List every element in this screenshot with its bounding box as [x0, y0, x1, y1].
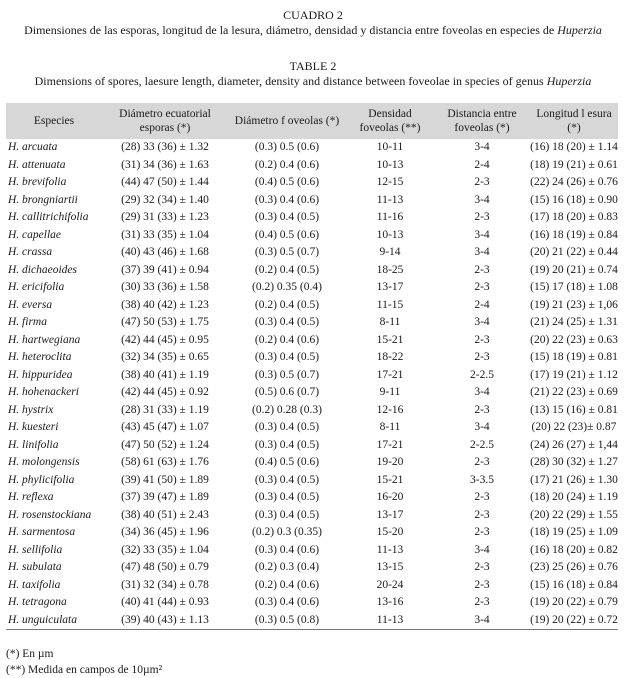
laesure-length-cell: (23) 25 (26) ± 0.76: [530, 561, 618, 574]
foveola-distance-cell: 2-3: [474, 333, 490, 346]
spore-diameter-cell: (39) 41 (50) ± 1.89: [121, 473, 209, 486]
table-row: [6, 594, 618, 612]
foveola-diameter-cell: (0.5) 0.6 (0.7): [254, 386, 320, 399]
spore-diameter-cell: (32) 33 (35) ± 1.04: [121, 543, 209, 556]
table-row: [6, 454, 618, 472]
foveola-distance-cell: 3-4: [474, 543, 490, 556]
laesure-length-cell: (19) 20 (22) ± 0.79: [530, 596, 618, 609]
species-name-cell: H. eversa: [8, 298, 53, 311]
table-row: [6, 419, 618, 437]
foveola-diameter-cell: (0.2) 0.3 (0.35): [252, 526, 322, 539]
laesure-length-cell: (17) 19 (21) ± 1.12: [530, 368, 618, 381]
foveola-density-cell: 18-22: [376, 351, 404, 364]
note-units: (*) En µm: [6, 648, 54, 660]
caption-english: [0, 59, 626, 89]
species-name-cell: H. heteroclita: [8, 351, 72, 364]
foveola-density-cell: 13-17: [376, 281, 404, 294]
caption-english-text: Dimensions of spores, laesure length, diameter, density and distance between foveolae in species of genus Huperzia: [34, 74, 592, 88]
foveola-density-cell: 15-20: [376, 526, 404, 539]
species-name-cell: H. sellifolia: [8, 543, 63, 556]
foveola-distance-cell: 2-3: [474, 578, 490, 591]
laesure-length-cell: (21) 24 (25) ± 1.31: [530, 316, 618, 329]
species-name-cell: H. firma: [8, 316, 47, 329]
spore-diameter-cell: (34) 36 (45) ± 1.96: [121, 526, 209, 539]
spore-dimensions-table: [6, 103, 618, 630]
table-body: [6, 139, 618, 630]
foveola-distance-cell: 2-3: [474, 176, 490, 189]
foveola-density-cell: 12-15: [376, 176, 404, 189]
species-name-cell: H. reflexa: [8, 491, 54, 504]
table-row: [6, 349, 618, 367]
header-foveola-diameter: Diámetro f oveolas (*): [234, 115, 340, 127]
laesure-length-cell: (15) 18 (19) ± 0.81: [530, 351, 618, 364]
spore-diameter-cell: (40) 41 (44) ± 0.93: [121, 596, 209, 609]
species-name-cell: H. hippuridea: [8, 368, 73, 381]
spore-diameter-cell: (42) 44 (45) ± 0.95: [121, 333, 209, 346]
spore-diameter-cell: (42) 44 (45) ± 0.92: [121, 386, 209, 399]
species-name-cell: H. callitrichifolia: [8, 211, 89, 224]
spore-diameter-cell: (29) 32 (34) ± 1.40: [121, 193, 209, 206]
laesure-length-cell: (16) 18 (20) ± 1.14: [530, 141, 618, 154]
foveola-diameter-cell: (0.2) 0.3 (0.4): [254, 561, 320, 574]
foveola-diameter-cell: (0.3) 0.4 (0.5): [254, 491, 320, 504]
foveola-distance-cell: 3-4: [474, 386, 490, 399]
spore-diameter-cell: (58) 61 (63) ± 1.76: [121, 456, 209, 469]
foveola-diameter-cell: (0.2) 0.4 (0.6): [254, 578, 320, 591]
table-row: [6, 507, 618, 525]
laesure-length-cell: (15) 16 (18) ± 0.84: [530, 578, 618, 591]
foveola-distance-cell: 3-3.5: [470, 473, 494, 486]
laesure-length-cell: (16) 18 (19) ± 0.84: [530, 228, 618, 241]
spore-diameter-cell: (32) 34 (35) ± 0.65: [121, 351, 209, 364]
foveola-distance-cell: 2-4: [474, 298, 490, 311]
foveola-density-cell: 13-15: [376, 561, 404, 574]
foveola-density-cell: 10-11: [376, 141, 404, 154]
caption-spanish-text: Dimensiones de las esporas, longitud de la lesura, diámetro, densidad y distancia entre foveolas en especies de Huperzia: [24, 23, 602, 37]
foveola-diameter-cell: (0.3) 0.4 (0.5): [254, 508, 320, 521]
spore-diameter-cell: (47) 48 (50) ± 0.79: [121, 561, 209, 574]
species-name-cell: H. taxifolia: [8, 578, 61, 591]
caption-spanish: [0, 8, 626, 38]
table-row: [6, 577, 618, 595]
table-row: [6, 612, 618, 630]
table-row: [6, 314, 618, 332]
foveola-distance-cell: 2-3: [474, 508, 490, 521]
foveola-distance-cell: 2-3: [474, 281, 490, 294]
species-name-cell: H. hohenackeri: [8, 386, 79, 399]
foveola-density-cell: 15-21: [376, 473, 404, 486]
foveola-distance-cell: 2-3: [474, 526, 490, 539]
foveola-density-cell: 15-21: [376, 333, 404, 346]
foveola-diameter-cell: (0.3) 0.4 (0.5): [254, 473, 320, 486]
foveola-distance-cell: 3-4: [474, 193, 490, 206]
foveola-distance-cell: 2-3: [474, 403, 490, 416]
species-name-cell: H. hystrix: [8, 403, 54, 416]
caption-english-label: TABLE 2: [289, 59, 337, 73]
table-row: [6, 157, 618, 175]
species-name-cell: H. kuesteri: [8, 421, 59, 434]
foveola-density-cell: 11-13: [376, 193, 404, 206]
foveola-distance-cell: 2-3: [474, 561, 490, 574]
laesure-length-cell: (22) 24 (26) ± 0.76: [530, 176, 618, 189]
table-row: [6, 332, 618, 350]
species-name-cell: H. tetragona: [8, 596, 67, 609]
table-row: [6, 192, 618, 210]
foveola-diameter-cell: (0.4) 0.5 (0.6): [254, 176, 320, 189]
laesure-length-cell: (19) 20 (22) ± 0.72: [530, 612, 618, 630]
table-row: [6, 542, 618, 560]
foveola-distance-cell: 2-3: [474, 211, 490, 224]
laesure-length-cell: (15) 16 (18) ± 0.90: [530, 193, 618, 206]
table-row: [6, 262, 618, 280]
foveola-distance-cell: 2-3: [474, 456, 490, 469]
spore-diameter-cell: (38) 40 (41) ± 1.19: [121, 368, 209, 381]
species-name-cell: H. ericifolia: [8, 281, 65, 294]
species-name-cell: H. subulata: [8, 561, 62, 574]
foveola-density-cell: 11-13: [346, 612, 434, 630]
header-laesure-length: Longitud l esura (*): [536, 108, 612, 134]
foveola-diameter-cell: (0.3) 0.4 (0.5): [254, 421, 320, 434]
foveola-density-cell: 13-17: [376, 508, 404, 521]
spore-diameter-cell: (29) 31 (33) ± 1.23: [121, 211, 209, 224]
foveola-density-cell: 11-16: [376, 211, 404, 224]
table-row: [6, 139, 618, 157]
laesure-length-cell: (19) 21 (23) ± 1,06: [530, 298, 618, 311]
laesure-length-cell: (18) 19 (25) ± 1.09: [530, 526, 618, 539]
foveola-diameter-cell: (0.2) 0.4 (0.6): [254, 333, 320, 346]
foveola-diameter-cell: (0.2) 0.4 (0.5): [254, 298, 320, 311]
foveola-distance-cell: 3-4: [474, 421, 490, 434]
foveola-diameter-cell: (0.3) 0.4 (0.5): [254, 351, 320, 364]
laesure-length-cell: (24) 26 (27) ± 1,44: [530, 438, 618, 451]
table-row: [6, 367, 618, 385]
species-name-cell: H. hartwegiana: [8, 333, 81, 346]
table-notes: [6, 646, 162, 678]
table-header: [6, 103, 618, 139]
species-name-cell: H. brongniartii: [8, 193, 78, 206]
foveola-density-cell: 10-13: [376, 228, 404, 241]
foveola-distance-cell: 3-4: [474, 141, 490, 154]
foveola-diameter-cell: (0.3) 0.4 (0.5): [254, 438, 320, 451]
laesure-length-cell: (18) 19 (21) ± 0.61: [530, 158, 618, 171]
table-row: [6, 384, 618, 402]
foveola-density-cell: 19-20: [376, 456, 404, 469]
foveola-density-cell: 8-11: [379, 316, 401, 329]
spore-diameter-cell: (47) 50 (52) ± 1.24: [121, 438, 209, 451]
table-row: [6, 437, 618, 455]
laesure-length-cell: (20) 21 (22) ± 0.44: [530, 246, 618, 259]
foveola-density-cell: 8-11: [379, 421, 401, 434]
table-row: [6, 524, 618, 542]
foveola-density-cell: 11-15: [376, 298, 404, 311]
foveola-diameter-cell: (0.3) 0.5 (0.6): [254, 141, 320, 154]
spore-diameter-cell: (30) 33 (36) ± 1.58: [121, 281, 209, 294]
spore-diameter-cell: (47) 50 (53) ± 1.75: [121, 316, 209, 329]
foveola-diameter-cell: (0.3) 0.5 (0.7): [254, 246, 320, 259]
table-row: [6, 297, 618, 315]
spore-diameter-cell: (40) 43 (46) ± 1.68: [121, 246, 209, 259]
laesure-length-cell: (28) 30 (32) ± 1.27: [530, 456, 618, 469]
foveola-diameter-cell: (0.3) 0.5 (0.8): [228, 612, 346, 630]
spore-diameter-cell: (43) 45 (47) ± 1.07: [121, 421, 209, 434]
spore-diameter-cell: (38) 40 (51) ± 2.43: [121, 508, 209, 521]
table-row: [6, 472, 618, 490]
table-row: [6, 209, 618, 227]
caption-spanish-label: CUADRO 2: [283, 8, 343, 22]
foveola-density-cell: 18-25: [376, 263, 404, 276]
foveola-distance-cell: 2-2.5: [470, 368, 494, 381]
foveola-diameter-cell: (0.2) 0.28 (0.3): [252, 403, 322, 416]
foveola-density-cell: 11-13: [376, 543, 404, 556]
caption-english-genus: Huperzia: [546, 74, 592, 88]
header-foveola-density: Densidad foveolas (**): [359, 108, 421, 134]
species-name-cell: H. capellae: [8, 228, 62, 241]
foveola-density-cell: 9-14: [379, 246, 401, 259]
spore-diameter-cell: (37) 39 (47) ± 1.89: [121, 491, 209, 504]
foveola-diameter-cell: (0.3) 0.5 (0.7): [254, 368, 320, 381]
foveola-diameter-cell: (0.2) 0.4 (0.6): [254, 158, 320, 171]
table-row: [6, 279, 618, 297]
foveola-distance-cell: 3-4: [474, 246, 490, 259]
species-name-cell: H. arcuata: [8, 141, 58, 154]
table-row: [6, 174, 618, 192]
laesure-length-cell: (20) 22 (29) ± 1.55: [530, 508, 618, 521]
species-name-cell: H. brevifolia: [8, 176, 67, 189]
spore-diameter-cell: (38) 40 (42) ± 1.23: [121, 298, 209, 311]
species-name-cell: H. crassa: [8, 246, 53, 259]
foveola-distance-cell: 3-4: [434, 612, 530, 630]
species-name-cell: H. molongensis: [8, 456, 80, 469]
species-name-cell: H. sarmentosa: [8, 526, 76, 539]
caption-spanish-genus: Huperzia: [557, 23, 602, 37]
foveola-distance-cell: 3-4: [474, 316, 490, 329]
species-name-cell: H. linifolia: [8, 438, 59, 451]
foveola-distance-cell: 2-3: [474, 351, 490, 364]
laesure-length-cell: (17) 18 (20) ± 0.83: [530, 211, 618, 224]
laesure-length-cell: (16) 18 (20) ± 0.82: [530, 543, 618, 556]
spore-diameter-cell: (31) 33 (35) ± 1.04: [121, 228, 209, 241]
foveola-distance-cell: 2-2.5: [470, 438, 494, 451]
laesure-length-cell: (20) 22 (23) ± 0.63: [530, 333, 618, 346]
laesure-length-cell: (15) 17 (18) ± 1.08: [530, 281, 618, 294]
foveola-diameter-cell: (0.3) 0.4 (0.5): [254, 316, 320, 329]
laesure-length-cell: (18) 20 (24) ± 1.19: [530, 491, 618, 504]
table-row: [6, 489, 618, 507]
header-species: Especies: [33, 115, 75, 127]
foveola-distance-cell: 2-3: [474, 491, 490, 504]
foveola-distance-cell: 3-4: [474, 228, 490, 241]
spore-diameter-cell: (28) 33 (36) ± 1.32: [121, 141, 209, 154]
foveola-density-cell: 20-24: [376, 578, 404, 591]
foveola-distance-cell: 2-3: [474, 596, 490, 609]
foveola-diameter-cell: (0.3) 0.4 (0.6): [254, 543, 320, 556]
spore-diameter-cell: (44) 47 (50) ± 1.44: [121, 176, 209, 189]
spore-diameter-cell: (28) 31 (33) ± 1.19: [121, 403, 209, 416]
laesure-length-cell: (21) 22 (23) ± 0.69: [530, 386, 618, 399]
spore-diameter-cell: (31) 32 (34) ± 0.78: [121, 578, 209, 591]
foveola-diameter-cell: (0.2) 0.4 (0.5): [254, 263, 320, 276]
laesure-length-cell: (13) 15 (16) ± 0.81: [530, 403, 618, 416]
foveola-density-cell: 9-11: [379, 386, 401, 399]
species-name-cell: H. dichaeoides: [8, 263, 77, 276]
table-row: [6, 402, 618, 420]
foveola-density-cell: 10-13: [376, 158, 404, 171]
foveola-density-cell: 13-16: [376, 596, 404, 609]
foveola-density-cell: 17-21: [376, 368, 404, 381]
note-density-units: (**) Medida en campos de 10µm²: [6, 664, 163, 676]
foveola-diameter-cell: (0.3) 0.4 (0.6): [254, 193, 320, 206]
spore-diameter-cell: (39) 40 (43) ± 1.13: [102, 612, 228, 630]
foveola-density-cell: 16-20: [376, 491, 404, 504]
header-foveola-distance: Distancia entre foveolas (*): [447, 108, 517, 134]
foveola-distance-cell: 2-4: [474, 158, 490, 171]
spore-diameter-cell: (31) 34 (36) ± 1.63: [121, 158, 209, 171]
header-spore-diameter: Diámetro ecuatorial esporas (*): [119, 108, 211, 134]
foveola-density-cell: 12-16: [376, 403, 404, 416]
table-row: [6, 559, 618, 577]
table-row: [6, 244, 618, 262]
foveola-diameter-cell: (0.2) 0.35 (0.4): [252, 281, 322, 294]
foveola-distance-cell: 2-3: [474, 263, 490, 276]
laesure-length-cell: (20) 22 (23)± 0.87: [531, 421, 617, 434]
foveola-diameter-cell: (0.4) 0.5 (0.6): [254, 456, 320, 469]
table-row: [6, 227, 618, 245]
laesure-length-cell: (19) 20 (21) ± 0.74: [530, 263, 618, 276]
species-name-cell: H. attenuata: [8, 158, 66, 171]
foveola-diameter-cell: (0.4) 0.5 (0.6): [254, 228, 320, 241]
spore-diameter-cell: (37) 39 (41) ± 0.94: [121, 263, 209, 276]
foveola-diameter-cell: (0.3) 0.4 (0.5): [254, 211, 320, 224]
species-name-cell: H. rosenstockiana: [8, 508, 92, 521]
species-name-cell: H. unguiculata: [6, 612, 102, 630]
laesure-length-cell: (17) 21 (26) ± 1.30: [530, 473, 618, 486]
foveola-diameter-cell: (0.3) 0.4 (0.6): [254, 596, 320, 609]
species-name-cell: H. phylicifolia: [8, 473, 75, 486]
table-header-row: [6, 103, 618, 139]
foveola-density-cell: 17-21: [376, 438, 404, 451]
